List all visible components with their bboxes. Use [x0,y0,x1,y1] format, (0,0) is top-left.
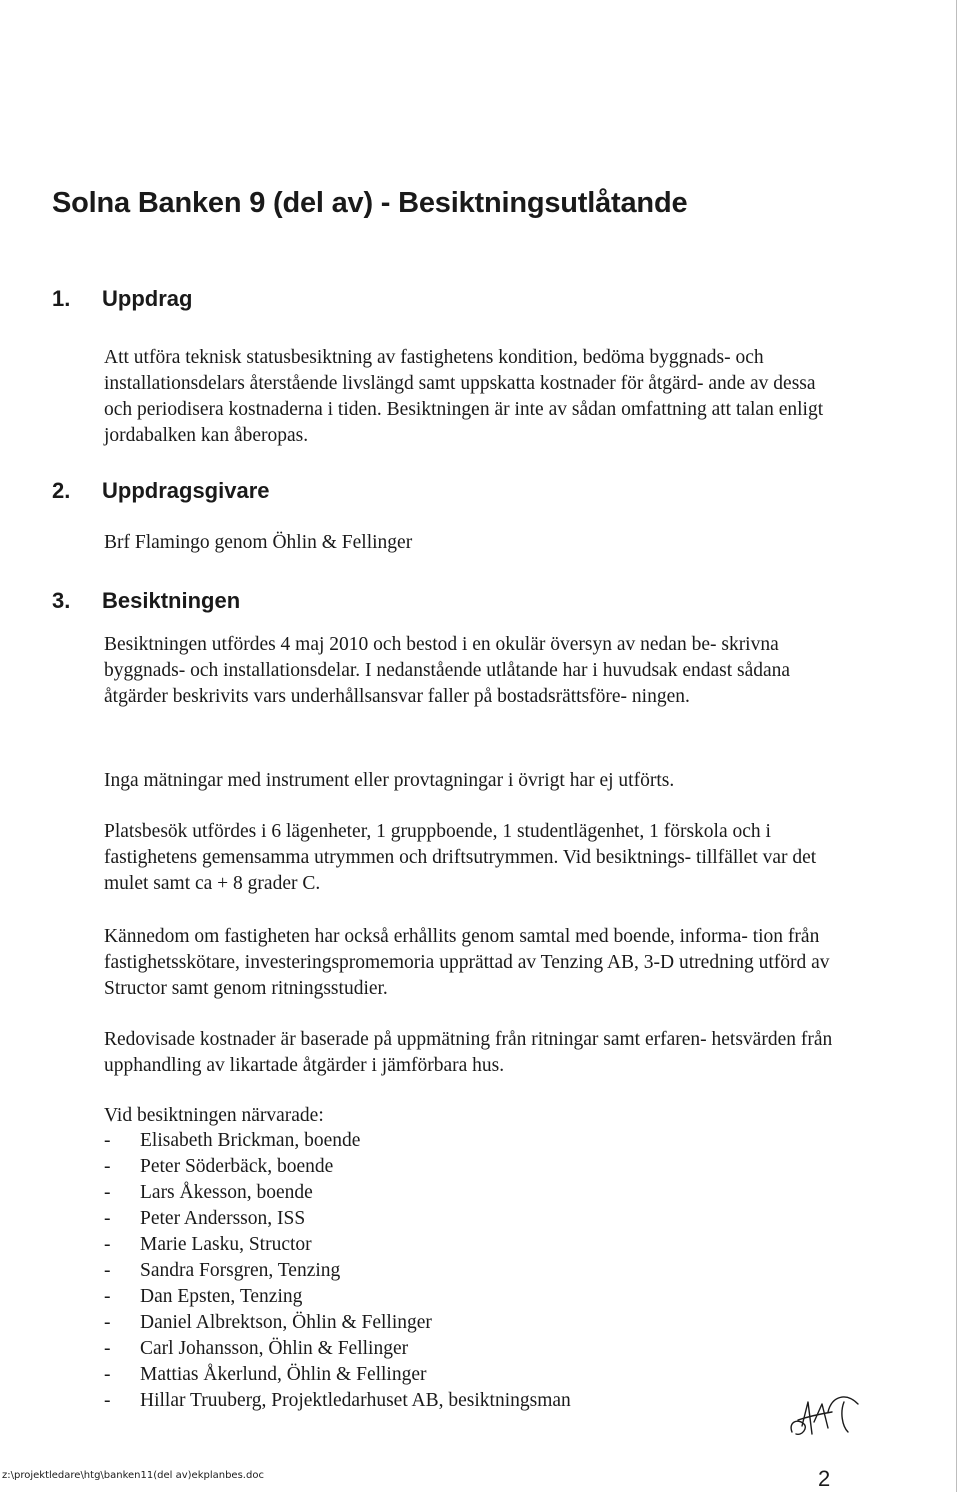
list-item: - Dan Epsten, Tenzing [104,1284,804,1310]
uppdragsgivare-paragraph: Brf Flamingo genom Öhlin & Fellinger [104,532,413,553]
section-number: 3. [52,588,71,613]
section-heading-uppdrag [52,286,192,312]
scan-margin-line [956,0,957,1492]
besiktningen-paragraph-5: Redovisade kostnader är baserade på uppmätning från ritningar samt erfaren- hetsvärden från upphandling av likartade åtgärder i jämförbara hus. [104,1029,833,1076]
signature-initials [784,1382,864,1442]
besiktningen-paragraph-2: Inga mätningar med instrument eller provtagningar i övrigt har ej utförts. [104,770,675,791]
document-title: Solna Banken 9 (del av) - Besiktningsutlåtande [52,187,688,219]
section-heading-besiktningen [52,588,240,614]
attendees-intro: Vid besiktningen närvarade: [104,1105,324,1126]
footer-file-path: z:\projektledare\htg\banken11(del av)ekplanbes.doc [2,1470,264,1481]
besiktningen-paragraph-1: Besiktningen utfördes 4 maj 2010 och bestod i en okulär översyn av nedan be- skrivna byggnads- och installationsdelar. I nedanstående utlåtande har i huvudsak endast sådana åtgärder beskrivits vars underhållsansvar faller på bostadsrättsföre- ningen. [104,634,791,707]
section-title: Uppdragsgivare [102,478,270,503]
list-item: - Peter Söderbäck, boende [104,1154,804,1180]
besiktningen-paragraph-3: Platsbesök utfördes i 6 lägenheter, 1 gruppboende, 1 studentlägenhet, 1 förskola och i fastighetens gemensamma utrymmen och driftsutrymmen. Vid besiktnings- tillfället var det mulet samt ca + 8 grader C. [104,821,817,894]
list-item: - Marie Lasku, Structor [104,1232,804,1258]
list-item: - Daniel Albrektson, Öhlin & Fellinger [104,1310,804,1336]
list-item: - Mattias Åkerlund, Öhlin & Fellinger [104,1362,804,1388]
page-number: 2 [818,1466,831,1491]
section-number: 2. [52,478,71,503]
uppdrag-paragraph: Att utföra teknisk statusbesiktning av fastighetens kondition, bedöma byggnads- och installationsdelars återstående livslängd samt uppskatta kostnader för åtgärd- ande av dessa och periodisera kostnaderna i tiden. Besiktningen är inte av sådan omfattning att talan enligt jordabalken kan åberopas. [104,347,824,446]
section-title: Besiktningen [102,588,241,613]
list-item: - Carl Johansson, Öhlin & Fellinger [104,1336,804,1362]
list-item: - Peter Andersson, ISS [104,1206,804,1232]
besiktningen-paragraph-4: Kännedom om fastigheten har också erhållits genom samtal med boende, informa- tion från fastighetsskötare, investeringspromemoria upprättad av Tenzing AB, 3-D utredning utförd av Structor samt genom ritningsstudier. [104,926,830,999]
list-item: - Hillar Truuberg, Projektledarhuset AB, besiktningsman [104,1388,804,1414]
list-item: - Lars Åkesson, boende [104,1180,804,1206]
list-item: - Elisabeth Brickman, boende [104,1128,804,1154]
section-heading-uppdragsgivare [52,478,270,504]
section-title: Uppdrag [102,286,193,311]
attendee-list [104,1128,804,1414]
section-number: 1. [52,286,71,311]
list-item: - Sandra Forsgren, Tenzing [104,1258,804,1284]
